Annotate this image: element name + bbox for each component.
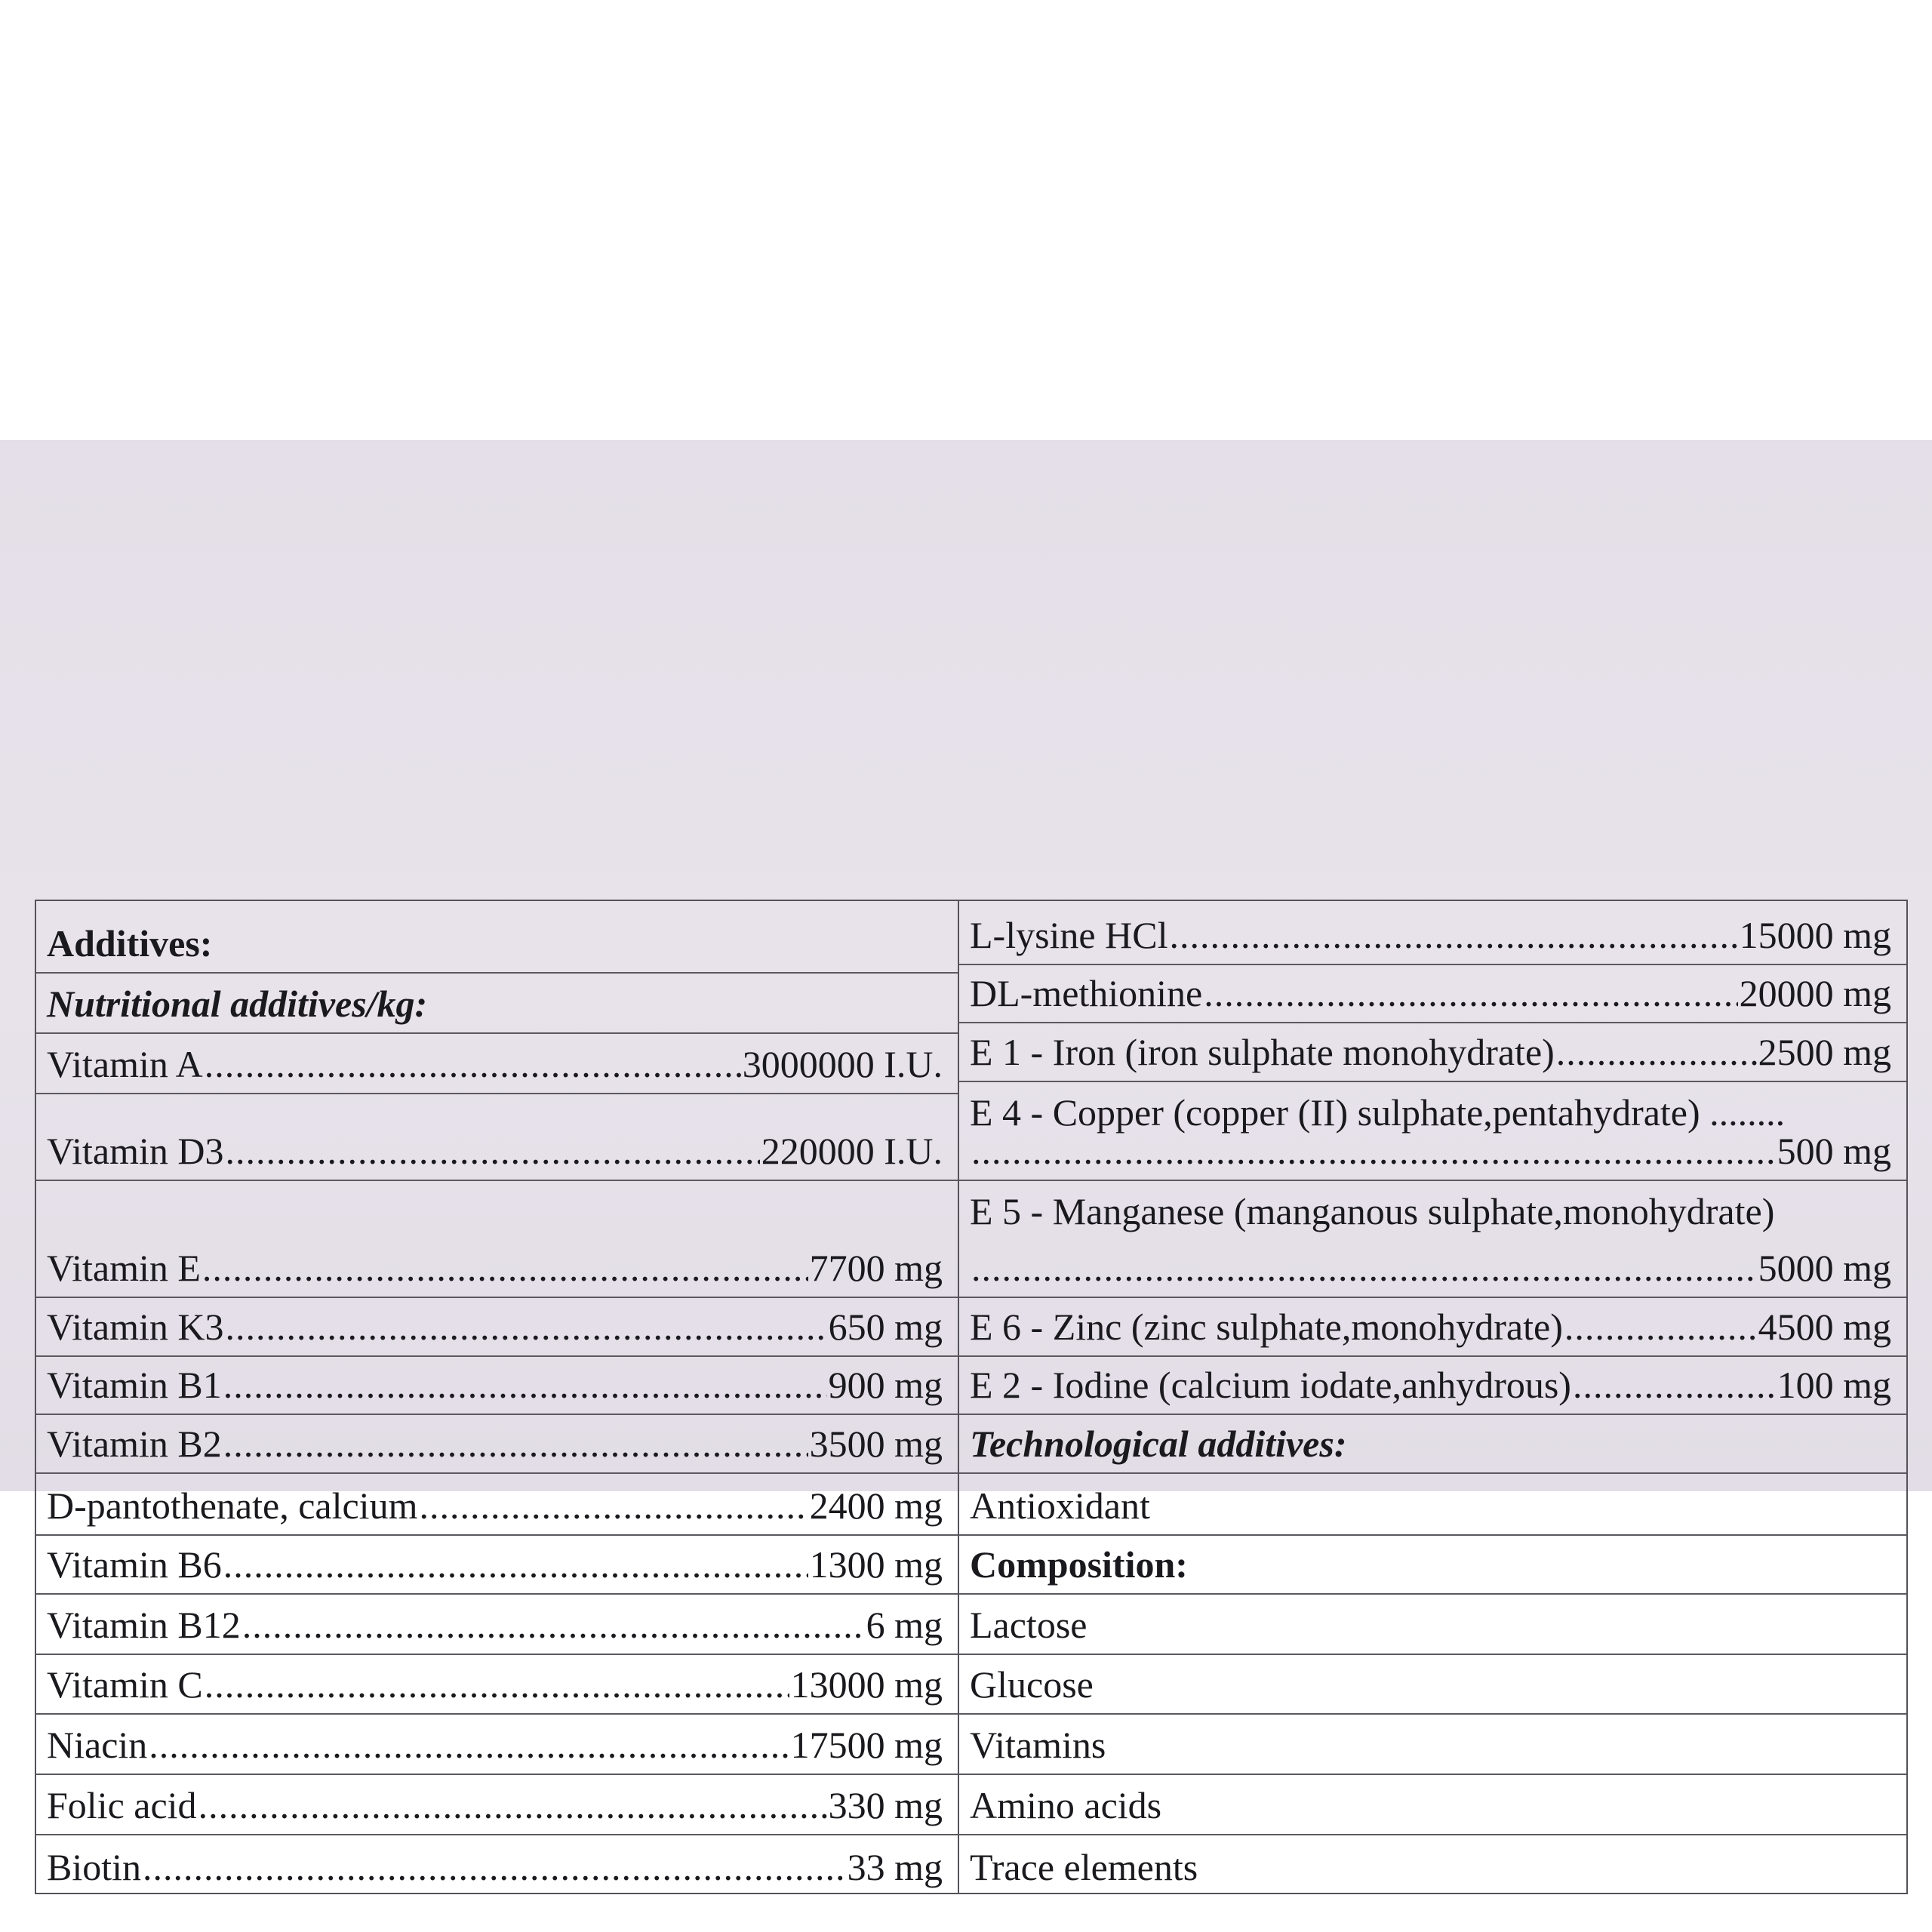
ingredient-amount: 20000 mg <box>1739 972 1891 1014</box>
dot-leader <box>1564 1306 1757 1348</box>
dot-leader <box>223 1423 808 1465</box>
dot-leader <box>971 1130 1776 1172</box>
left-table-row <box>36 1094 958 1181</box>
ingredient-amount: 220000 I.U. <box>761 1130 943 1172</box>
ingredient-name: Glucose <box>970 1663 1094 1706</box>
dot-leader <box>223 1364 827 1406</box>
ingredient-amount: 650 mg <box>828 1306 943 1348</box>
ingredient-amount: 5000 mg <box>1758 1247 1891 1289</box>
right-table-row <box>959 1775 1906 1835</box>
dot-leader <box>223 1543 808 1586</box>
right-table-row <box>959 1715 1906 1775</box>
ingredient-amount: 4500 mg <box>1758 1306 1891 1348</box>
ingredient-amount: 330 mg <box>828 1784 943 1826</box>
ingredient-name: Vitamin D3 <box>47 1130 224 1172</box>
dot-leader <box>143 1846 846 1888</box>
ingredient-name: Antioxidant <box>970 1484 1150 1527</box>
ingredient-name: Lactose <box>970 1604 1088 1646</box>
dot-leader <box>971 1247 1757 1289</box>
ingredient-name: DL-methionine <box>970 972 1203 1014</box>
ingredient-amount: 500 mg <box>1777 1130 1891 1172</box>
ingredient-name: Vitamin B2 <box>47 1423 222 1465</box>
right-table-row <box>959 1181 1906 1298</box>
section-heading: Technological additives: <box>970 1423 1347 1465</box>
left-table-row <box>36 1298 958 1357</box>
ingredient-name: E 2 - Iodine (calcium iodate,anhydrous) <box>970 1364 1571 1406</box>
ingredient-name: Folic acid <box>47 1784 197 1826</box>
right-table-row <box>959 1835 1906 1896</box>
product-label <box>0 440 1932 1888</box>
dot-leader <box>225 1306 826 1348</box>
right-table-row <box>959 1023 1906 1082</box>
ingredient-name: Vitamins <box>970 1724 1106 1766</box>
left-table-row <box>36 1655 958 1715</box>
section-heading: Additives: <box>47 922 213 964</box>
right-table-row <box>959 965 1906 1023</box>
ingredient-name: E 4 - Copper (copper (II) sulphate,pentahydrate) ........ <box>970 1091 1786 1134</box>
ingredient-amount: 17500 mg <box>790 1724 943 1766</box>
left-table-row <box>36 1474 958 1536</box>
left-table-row <box>36 1536 958 1595</box>
ingredient-name: D-pantothenate, calcium <box>47 1484 418 1527</box>
dot-leader <box>149 1724 789 1766</box>
dot-leader <box>205 1663 789 1706</box>
additives-table <box>35 900 1908 1894</box>
ingredient-amount: 100 mg <box>1777 1364 1891 1406</box>
ingredient-name: E 5 - Manganese (manganous sulphate,monohydrate) <box>970 1190 1775 1232</box>
ingredient-name: Vitamin B6 <box>47 1543 222 1586</box>
ingredient-name: Vitamin E <box>47 1247 201 1289</box>
left-table-row <box>36 1415 958 1474</box>
ingredient-amount: 6 mg <box>866 1604 943 1646</box>
dot-leader <box>1204 972 1737 1014</box>
left-table-row <box>36 1715 958 1775</box>
left-table-row <box>36 1034 958 1094</box>
right-table-row <box>959 1357 1906 1415</box>
ingredient-name: Vitamin K3 <box>47 1306 224 1348</box>
right-table-row <box>959 1415 1906 1474</box>
ingredient-amount: 2400 mg <box>809 1484 943 1527</box>
ingredient-amount: 2500 mg <box>1758 1031 1891 1073</box>
dot-leader <box>419 1484 808 1527</box>
left-table-row <box>36 974 958 1034</box>
section-heading: Nutritional additives/kg: <box>47 983 428 1025</box>
right-table-row <box>959 1655 1906 1715</box>
ingredient-name: E 6 - Zinc (zinc sulphate,monohydrate) <box>970 1306 1563 1348</box>
ingredient-amount: 900 mg <box>828 1364 943 1406</box>
ingredient-name: Amino acids <box>970 1784 1162 1826</box>
dot-leader <box>202 1247 808 1289</box>
ingredient-name: Vitamin B1 <box>47 1364 222 1406</box>
right-table-row <box>959 1595 1906 1655</box>
right-table-row <box>959 1536 1906 1595</box>
ingredient-name: Niacin <box>47 1724 148 1766</box>
dot-leader <box>225 1130 759 1172</box>
ingredient-amount: 33 mg <box>847 1846 943 1888</box>
dot-leader <box>1573 1364 1776 1406</box>
ingredient-amount: 3000000 I.U. <box>742 1043 943 1085</box>
ingredient-name: Vitamin B12 <box>47 1604 241 1646</box>
dot-leader <box>1556 1031 1757 1073</box>
right-table-row <box>959 1082 1906 1181</box>
ingredient-name: Vitamin A <box>47 1043 203 1085</box>
right-table-row <box>959 1474 1906 1536</box>
left-table-row <box>36 1775 958 1835</box>
dot-leader <box>205 1043 741 1085</box>
ingredient-amount: 7700 mg <box>809 1247 943 1289</box>
ingredient-amount: 1300 mg <box>809 1543 943 1586</box>
right-table-row <box>959 901 1906 965</box>
section-heading: Composition: <box>970 1543 1188 1586</box>
ingredient-name: Trace elements <box>970 1846 1198 1888</box>
dot-leader <box>1169 914 1737 956</box>
ingredient-name: L-lysine HCl <box>970 914 1168 956</box>
ingredient-amount: 15000 mg <box>1739 914 1891 956</box>
ingredient-amount: 13000 mg <box>790 1663 943 1706</box>
left-table-row <box>36 1595 958 1655</box>
dot-leader <box>242 1604 865 1646</box>
ingredient-name: Biotin <box>47 1846 142 1888</box>
right-table-row <box>959 1298 1906 1357</box>
left-table-row <box>36 1357 958 1415</box>
ingredient-name: Vitamin C <box>47 1663 203 1706</box>
ingredient-name: E 1 - Iron (iron sulphate monohydrate) <box>970 1031 1555 1073</box>
left-table-row <box>36 901 958 974</box>
ingredient-amount: 3500 mg <box>809 1423 943 1465</box>
dot-leader <box>198 1784 827 1826</box>
left-table-row <box>36 1835 958 1896</box>
left-table-row <box>36 1181 958 1298</box>
